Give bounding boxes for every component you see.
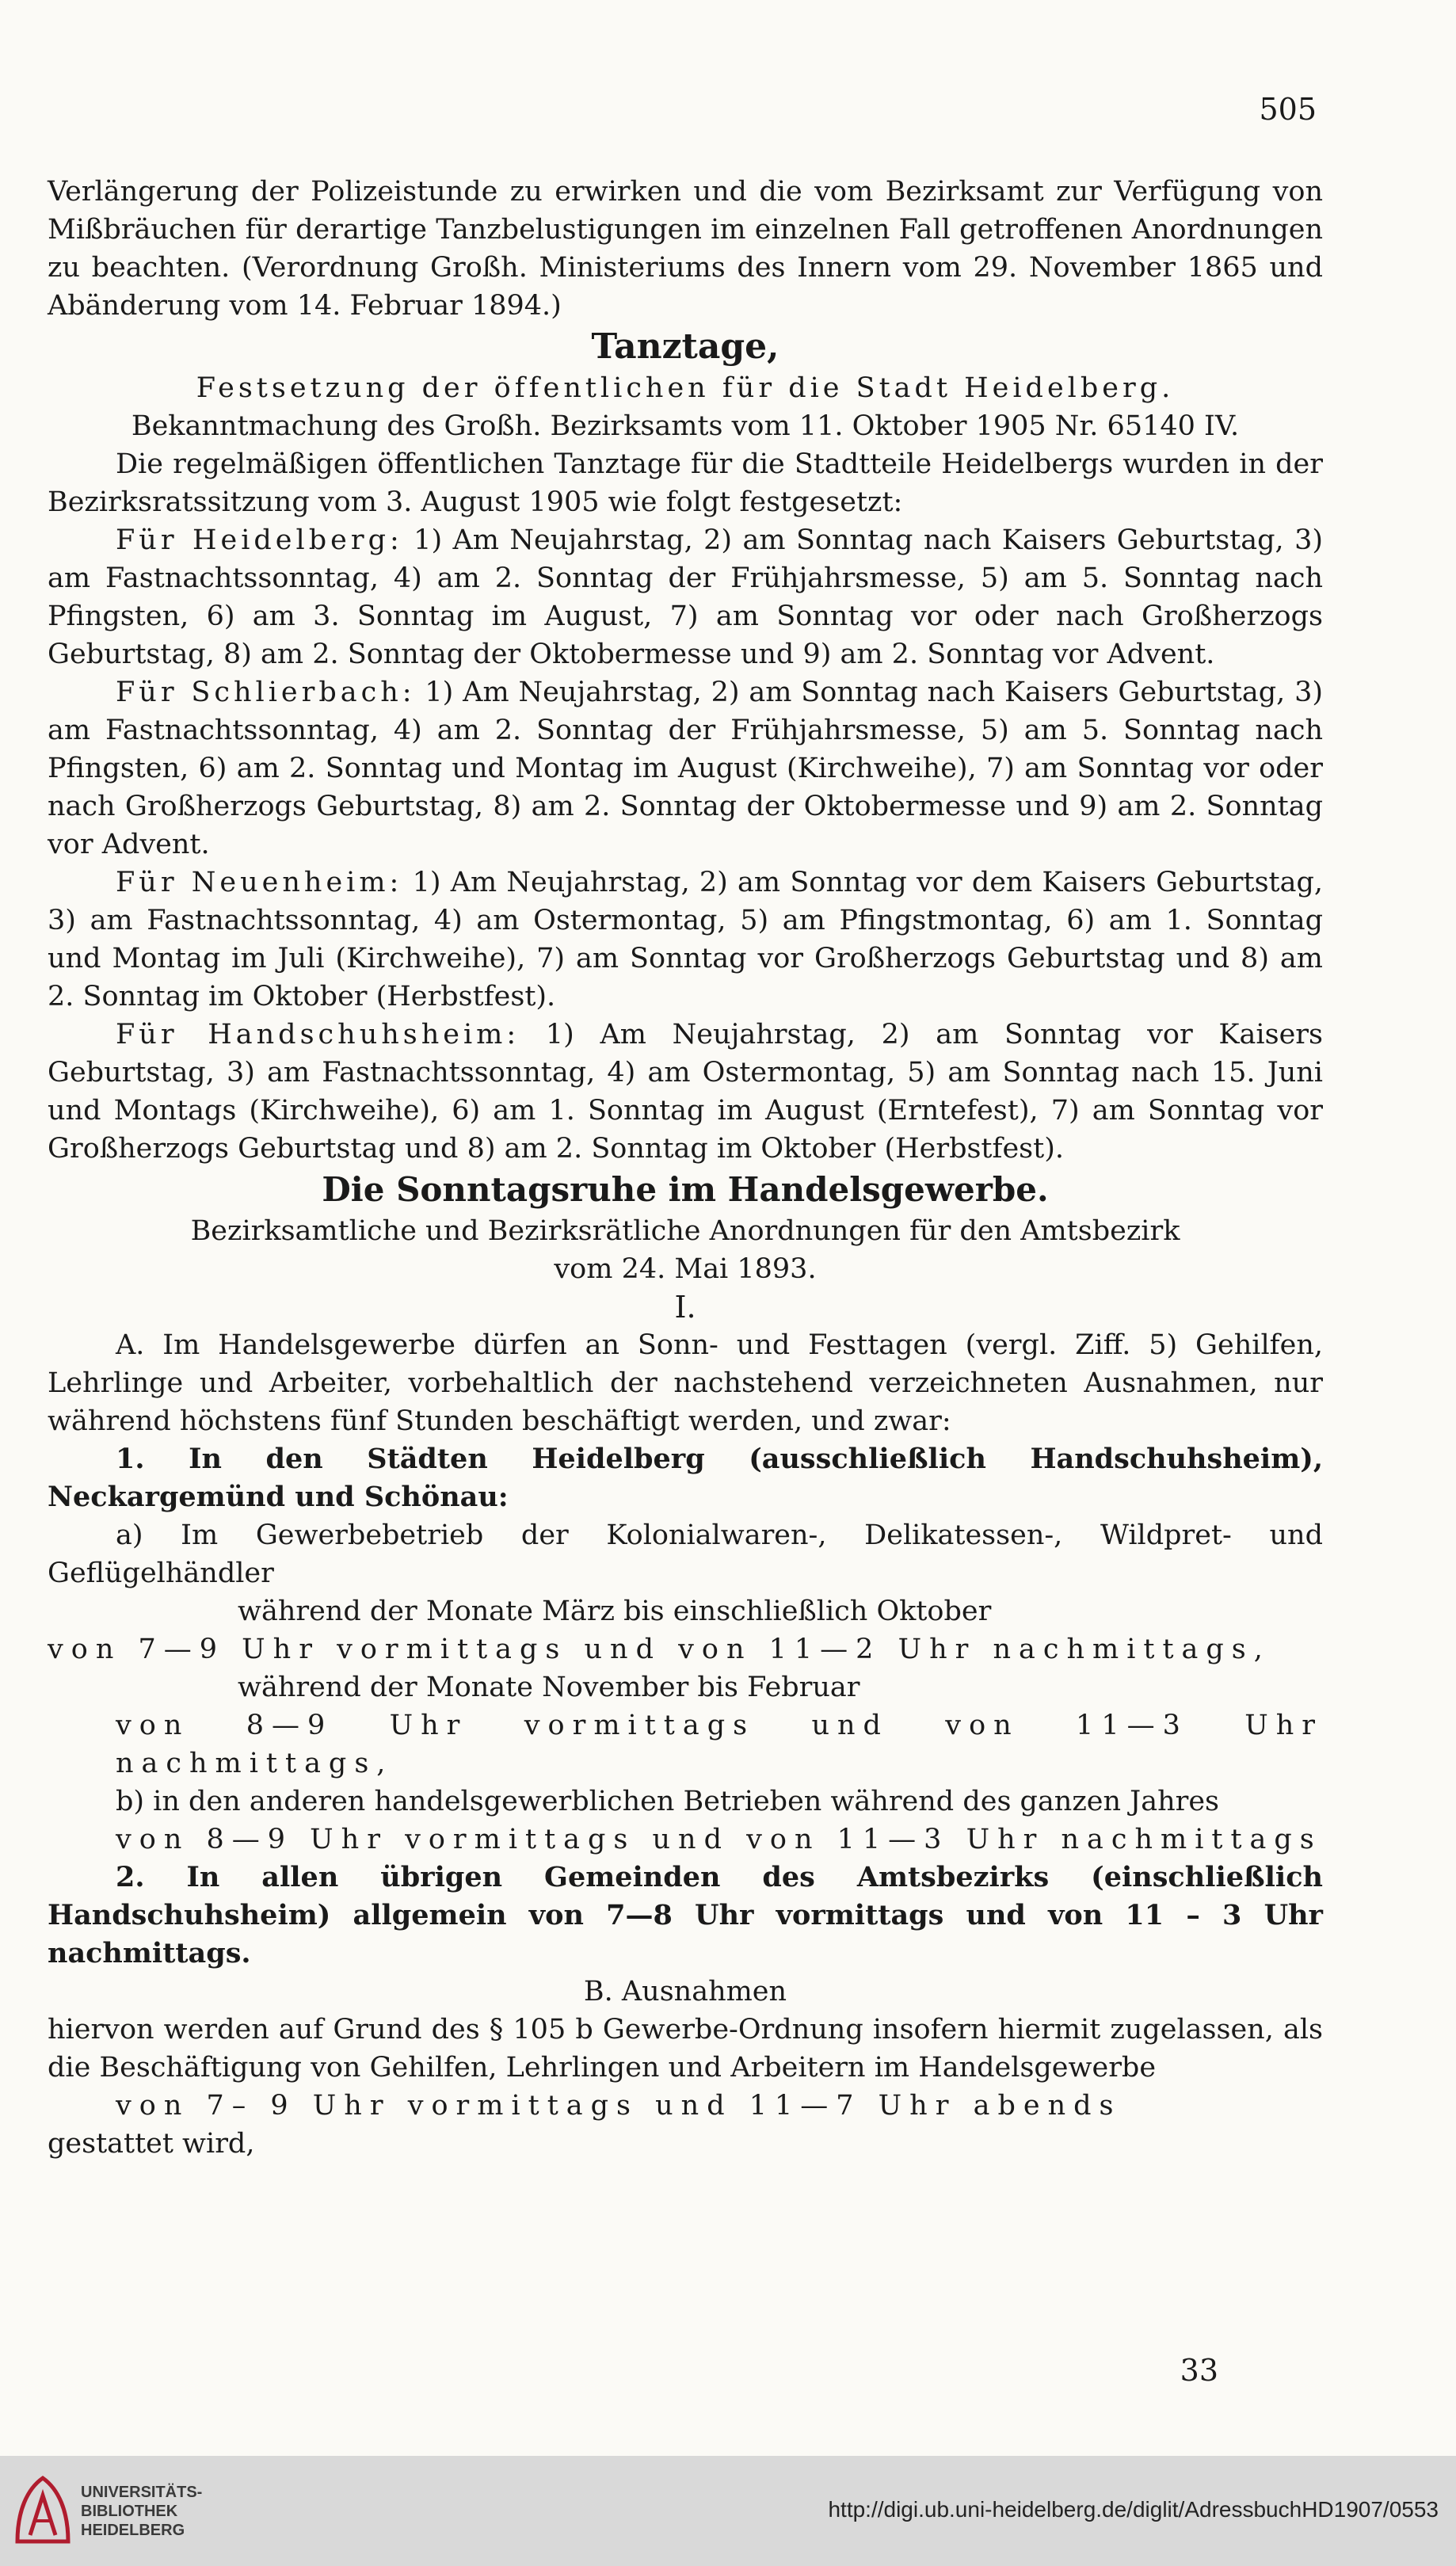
university-seal-icon	[11, 2472, 74, 2548]
section-b-heading: B. Ausnahmen	[583, 1976, 787, 2007]
signature-number: 33	[1180, 2353, 1218, 2388]
library-line-2: BIBLIOTHEK	[81, 2503, 178, 2520]
heidelberg-label: Für Heidelberg:	[116, 524, 403, 556]
section-roman-numeral: I.	[674, 1290, 696, 1325]
section-b-time: von 7– 9 Uhr vormittags und 11—7 Uhr abends	[116, 2090, 1122, 2122]
section-a-paragraph: A. Im Handelsgewerbe dürfen an Sonn- und Festtagen (vergl. Ziff. 5) Gehilfen, Lehrlinge und Arbeiter, vorbehaltlich der nachstehend verzeichneten Ausnahmen, nur während höchstens fünf Stunden beschäftigt werden, und zwar:	[48, 1329, 1323, 1437]
section-b-paragraph: hiervon werden auf Grund des § 105 b Gewerbe-Ordnung insofern hiermit zugelassen, als die Beschäftigung von Gehilfen, Lehrlingen und Arbeitern im Handelsgewerbe	[48, 2014, 1323, 2084]
item-b: b) in den anderen handelsgewerblichen Betrieben während des ganzen Jahres	[116, 1786, 1220, 1817]
schlierbach-label: Für Schlierbach:	[116, 677, 416, 708]
permalink-url[interactable]: http://digi.ub.uni-heidelberg.de/diglit/AdressbuchHD1907/0553	[828, 2497, 1439, 2522]
handschuhsheim-paragraph	[48, 1016, 1323, 1168]
library-line-3: HEIDELBERG	[81, 2522, 185, 2539]
sonntagsruhe-heading: Die Sonntagsruhe im Handelsgewerbe.	[322, 1170, 1049, 1209]
item-a: a) Im Gewerbebetrieb der Kolonialwaren-, Delikatessen-, Wildpret- und Geflügelhändler	[48, 1519, 1323, 1589]
digitization-footer	[0, 2456, 1456, 2566]
item-a-months-2: während der Monate November bis Februar	[238, 1672, 860, 1703]
intro-paragraph: Verlängerung der Polizeistunde zu erwirken und die vom Bezirksamt zur Verfügung von Mißbräuchen für derartige Tanzbelustigungen im einzelnen Fall getroffenen Anordnungen zu beachten. (Verordnung Großh. Ministeriums des Innern vom 29. November 1865 und Abänderung vom 14. Februar 1894.)	[48, 176, 1323, 322]
item-b-time: von 8—9 Uhr vormittags und von 11—3 Uhr nachmittags	[116, 1824, 1322, 1855]
sonntagsruhe-subtitle: Bezirksamtliche und Bezirksrätliche Anordnungen für den Amtsbezirk	[190, 1215, 1180, 1247]
tanztage-intro: Die regelmäßigen öffentlichen Tanztage für die Stadtteile Heidelbergs wurden in der Bezirksratssitzung vom 3. August 1905 wie folgt festgesetzt:	[48, 448, 1323, 518]
section-b-end: gestattet wird,	[48, 2128, 255, 2160]
page-number: 505	[1259, 92, 1317, 127]
neuenheim-label: Für Neuenheim:	[116, 867, 403, 898]
schlierbach-paragraph	[48, 673, 1323, 864]
item-2	[48, 1859, 1323, 1973]
heidelberg-text: 1) Am Neujahrstag, 2) am Sonntag nach Kaisers Geburtstag, 3) am Fastnachtssonntag, 4) am 2. Sonntag der Frühjahrsmesse, 5) am 5. Sonntag nach Pfingsten, 6) am 3. Sonntag im August, 7) am Sonntag vor oder nach Großherzogs Geburtstag, 8) am 2. Sonntag der Oktobermesse und 9) am 2. Sonntag vor Advent.	[48, 524, 1323, 670]
item-2-text: 2. In allen übrigen Gemeinden des Amtsbezirks (einschließlich Handschuhsheim) allgemein von 7—8 Uhr vormittags und von 11 – 3 Uhr nachmittags.	[48, 1861, 1323, 1969]
item-1	[48, 1440, 1323, 1516]
library-line-1: UNIVERSITÄTS-	[81, 2484, 203, 2501]
handschuhsheim-label: Für Handschuhsheim:	[116, 1019, 520, 1050]
neuenheim-text: 1) Am Neujahrstag, 2) am Sonntag vor dem Kaisers Geburtstag, 3) am Fastnachtssonntag, 4) am Ostermontag, 5) am Pfingstmontag, 6) am 1. Sonntag und Montag im Juli (Kirchweihe), 7) am Sonntag vor Großherzogs Geburtstag und 8) am 2. Sonntag im Oktober (Herbstfest).	[48, 867, 1323, 1012]
item-a-time-1: von 7—9 Uhr vormittags und von 11—2 Uhr nachmittags,	[48, 1634, 1271, 1665]
schlierbach-text: 1) Am Neujahrstag, 2) am Sonntag nach Kaisers Geburtstag, 3) am Fastnachtssonntag, 4) am 2. Sonntag der Frühjahrsmesse, 5) am 5. Sonntag nach Pfingsten, 6) am 2. Sonntag und Montag im August (Kirchweihe), 7) am Sonntag vor oder nach Großherzogs Geburtstag, 8) am 2. Sonntag der Oktobermesse und 9) am 2. Sonntag vor Advent.	[48, 677, 1323, 860]
handschuhsheim-text: 1) Am Neujahrstag, 2) am Sonntag vor Kaisers Geburtstag, 3) am Fastnachtssonntag, 4) am Ostermontag, 5) am Sonntag nach 15. Juni und Montags (Kirchweihe), 6) am 1. Sonntag im August (Erntefest), 7) am Sonntag vor Großherzogs Geburtstag und 8) am 2. Sonntag im Oktober (Herbstfest).	[48, 1019, 1323, 1165]
library-name	[81, 2483, 202, 2540]
item-1-text: 1. In den Städten Heidelberg (ausschließlich Handschuhsheim), Neckargemünd und Schönau:	[48, 1443, 1323, 1513]
sonntagsruhe-date: vom 24. Mai 1893.	[554, 1253, 817, 1285]
tanztage-heading: Tanztage,	[591, 326, 779, 367]
tanztage-subtitle: Festsetzung der öffentlichen für die Stadt Heidelberg.	[196, 372, 1175, 404]
neuenheim-paragraph	[48, 864, 1323, 1016]
tanztage-notice: Bekanntmachung des Großh. Bezirksamts vom 11. Oktober 1905 Nr. 65140 IV.	[131, 410, 1240, 442]
page-body	[48, 173, 1323, 2163]
item-a-time-2: von 8—9 Uhr vormittags und von 11—3 Uhr nachmittags,	[116, 1710, 1323, 1779]
heidelberg-paragraph	[48, 521, 1323, 673]
item-a-months-1: während der Monate März bis einschließlich Oktober	[238, 1596, 992, 1627]
